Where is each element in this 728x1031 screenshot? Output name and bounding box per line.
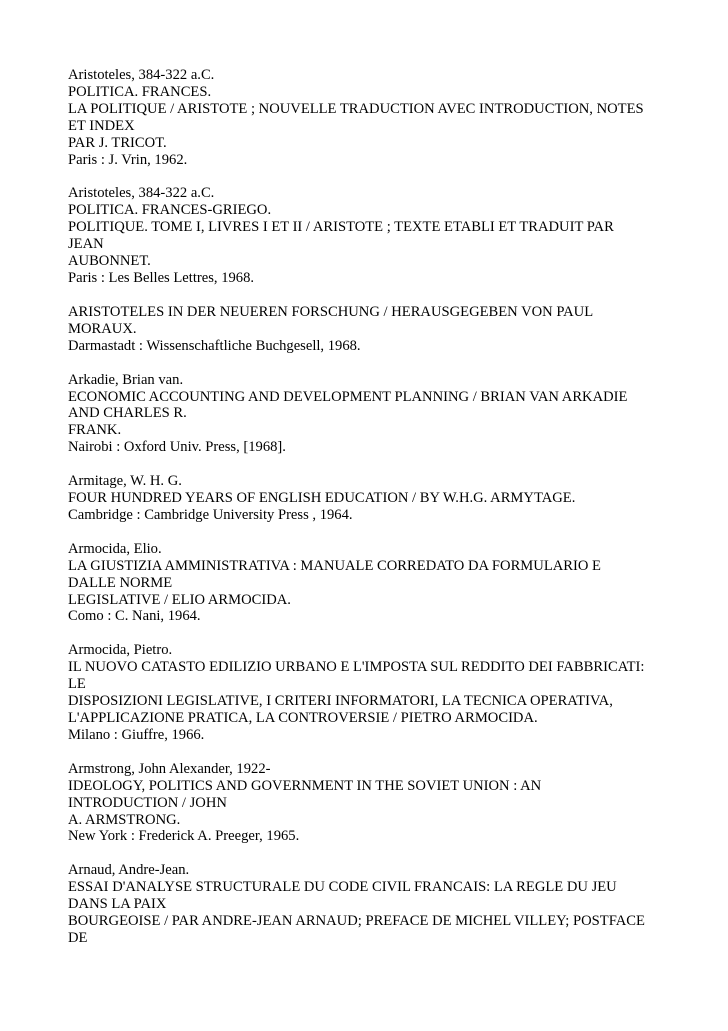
imprint-line: New York : Frederick A. Preeger, 1965.	[68, 828, 300, 845]
catalog-entry-armocida-pietro	[68, 642, 668, 743]
title-line: LA POLITIQUE / ARISTOTE ; NOUVELLE TRADUCTION AVEC INTRODUCTION, NOTES	[68, 100, 644, 117]
author-line: Armitage, W. H. G.	[68, 473, 182, 490]
catalog-entry-arkadie	[68, 372, 668, 457]
title-line: ET INDEX	[68, 117, 135, 134]
imprint-line: Cambridge : Cambridge University Press , 1964.	[68, 506, 353, 523]
title-line: JEAN	[68, 236, 104, 253]
catalog-entry-aristoteles-politique	[68, 67, 668, 168]
uniform-title-line: POLITICA. FRANCES.	[68, 83, 212, 100]
title-line: ESSAI D'ANALYSE STRUCTURALE DU CODE CIVIL FRANCAIS: LA REGLE DU JEU	[68, 879, 617, 896]
title-line: FOUR HUNDRED YEARS OF ENGLISH EDUCATION / BY W.H.G. ARMYTAGE.	[68, 490, 576, 507]
author-line: Armocida, Elio.	[68, 540, 162, 557]
title-line: BOURGEOISE / PAR ANDRE-JEAN ARNAUD; PREFACE DE MICHEL VILLEY; POSTFACE	[68, 913, 645, 930]
imprint-line: Nairobi : Oxford Univ. Press, [1968].	[68, 439, 286, 456]
imprint-line: Darmastadt : Wissenschaftliche Buchgesell, 1968.	[68, 337, 361, 354]
imprint-line: Milano : Giuffre, 1966.	[68, 726, 205, 743]
catalog-entry-armocida-elio	[68, 541, 668, 626]
title-line: PAR J. TRICOT.	[68, 134, 167, 151]
title-line: A. ARMSTRONG.	[68, 811, 181, 828]
catalog-entry-aristoteles-politique-tome	[68, 185, 668, 286]
uniform-title-line: POLITICA. FRANCES-GRIEGO.	[68, 202, 272, 219]
catalog-entry-armstrong	[68, 761, 668, 846]
title-line: AUBONNET.	[68, 253, 151, 270]
imprint-line: Paris : Les Belles Lettres, 1968.	[68, 269, 255, 286]
title-line: ECONOMIC ACCOUNTING AND DEVELOPMENT PLANNING / BRIAN VAN ARKADIE	[68, 388, 628, 405]
title-line: MORAUX.	[68, 320, 137, 337]
catalog-entry-arnaud	[68, 862, 668, 947]
title-line: POLITIQUE. TOME I, LIVRES I ET II / ARISTOTE ; TEXTE ETABLI ET TRADUIT PAR	[68, 219, 614, 236]
catalog-page	[68, 67, 668, 964]
title-line: IDEOLOGY, POLITICS AND GOVERNMENT IN THE SOVIET UNION : AN	[68, 777, 542, 794]
title-line: DE	[68, 929, 88, 946]
author-line: Arnaud, Andre-Jean.	[68, 862, 190, 879]
author-line: Armocida, Pietro.	[68, 642, 173, 659]
imprint-line: Paris : J. Vrin, 1962.	[68, 151, 188, 168]
title-line: LE	[68, 676, 86, 693]
title-line: LEGISLATIVE / ELIO ARMOCIDA.	[68, 591, 291, 608]
imprint-line: Como : C. Nani, 1964.	[68, 608, 201, 625]
title-line: DANS LA PAIX	[68, 896, 167, 913]
author-line: Armstrong, John Alexander, 1922-	[68, 760, 271, 777]
catalog-entry-aristoteles-forschung	[68, 304, 668, 355]
title-line: ARISTOTELES IN DER NEUEREN FORSCHUNG / HERAUSGEGEBEN VON PAUL	[68, 303, 594, 320]
author-line: Aristoteles, 384-322 a.C.	[68, 67, 215, 83]
title-line: FRANK.	[68, 422, 122, 439]
title-line: AND CHARLES R.	[68, 405, 187, 422]
title-line: L'APPLICAZIONE PRATICA, LA CONTROVERSIE / PIETRO ARMOCIDA.	[68, 710, 538, 726]
title-line: LA GIUSTIZIA AMMINISTRATIVA : MANUALE CORREDATO DA FORMULARIO E	[68, 557, 601, 574]
title-line: DISPOSIZIONI LEGISLATIVE, I CRITERI INFORMATORI, LA TECNICA OPERATIVA,	[68, 693, 613, 710]
title-line: INTRODUCTION / JOHN	[68, 794, 227, 811]
author-line: Aristoteles, 384-322 a.C.	[68, 185, 215, 202]
catalog-entry-armitage	[68, 473, 668, 524]
author-line: Arkadie, Brian van.	[68, 371, 184, 388]
title-line: IL NUOVO CATASTO EDILIZIO URBANO E L'IMPOSTA SUL REDDITO DEI FABBRICATI:	[68, 659, 645, 676]
title-line: DALLE NORME	[68, 574, 173, 591]
